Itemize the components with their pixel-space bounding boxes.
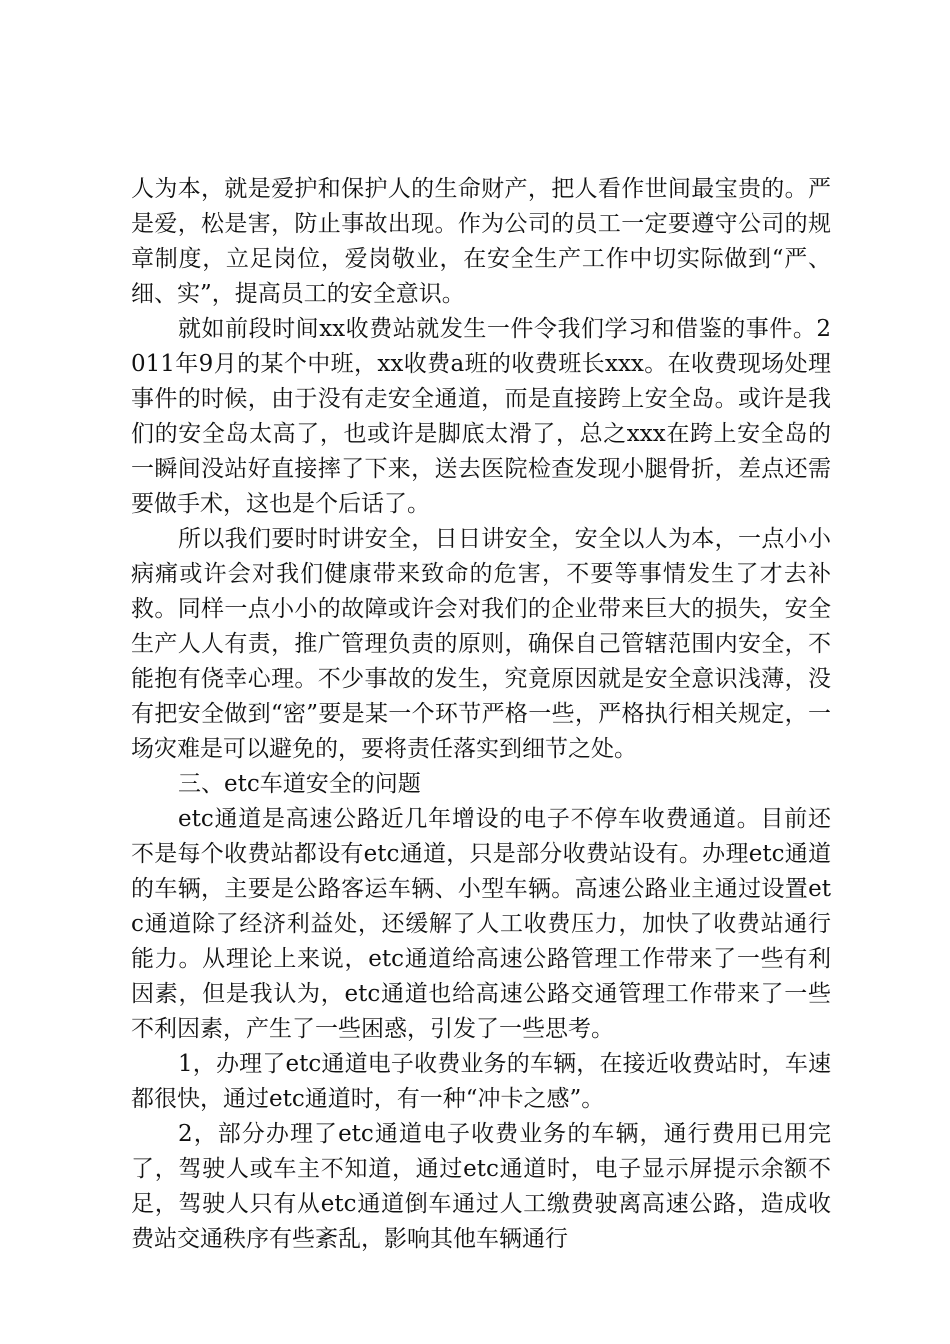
list-item-1: 1，办理了etc通道电子收费业务的车辆，在接近收费站时，车速都很快，通过etc通道时，有一种“冲卡之感”。	[131, 1051, 831, 1112]
paragraph-incident: 就如前段时间xx收费站就发生一件令我们学习和借鉴的事件。2011年9月的某个中班，xx收费a班的收费班长xxx。在收费现场处理事件的时候，由于没有走安全通道，而是直接跨上安全岛。或许是我们的安全岛太高了，也或许是脚底太滑了，总之xxx在跨上安全岛的一瞬间没站好直接摔了下来，送去医院检查发现小腿骨折，差点还需要做手术，这也是个后话了。	[131, 316, 831, 517]
paragraph-continuation: 人为本，就是爱护和保护人的生命财产，把人看作世间最宝贵的。严是爱，松是害，防止事故出现。作为公司的员工一定要遵守公司的规章制度，立足岗位，爱岗敬业，在安全生产工作中切实际做到“严、细、实”，提高员工的安全意识。	[131, 176, 831, 307]
list-item-2: 2，部分办理了etc通道电子收费业务的车辆，通行费用已用完了，驾驶人或车主不知道，通过etc通道时，电子显示屏提示余额不足，驾驶人只有从etc通道倒车通过人工缴费驶离高速公路，造成收费站交通秩序有些紊乱，影响其他车辆通行	[131, 1121, 831, 1252]
document-body	[131, 172, 831, 1257]
section-heading-etc-lane: 三、etc车道安全的问题	[178, 771, 421, 797]
paragraph-etc-intro: etc通道是高速公路近几年增设的电子不停车收费通道。目前还不是每个收费站都设有etc通道，只是部分收费站设有。办理etc通道的车辆，主要是公路客运车辆、小型车辆。高速公路业主通过设置etc通道除了经济利益处，还缓解了人工收费压力，加快了收费站通行能力。从理论上来说，etc通道给高速公路管理工作带来了一些有利因素，但是我认为，etc通道也给高速公路交通管理工作带来了一些不利因素，产生了一些困惑，引发了一些思考。	[131, 806, 831, 1042]
paragraph-safety-principle: 所以我们要时时讲安全，日日讲安全，安全以人为本，一点小小病痛或许会对我们健康带来致命的危害，不要等事情发生了才去补救。同样一点小小的故障或许会对我们的企业带来巨大的损失，安全生产人人有责，推广管理负责的原则，确保自己管辖范围内安全，不能抱有侥幸心理。不少事故的发生，究竟原因就是安全意识浅薄，没有把安全做到“密”要是某一个环节严格一些，严格执行相关规定，一场灾难是可以避免的，要将责任落实到细节之处。	[131, 526, 831, 762]
